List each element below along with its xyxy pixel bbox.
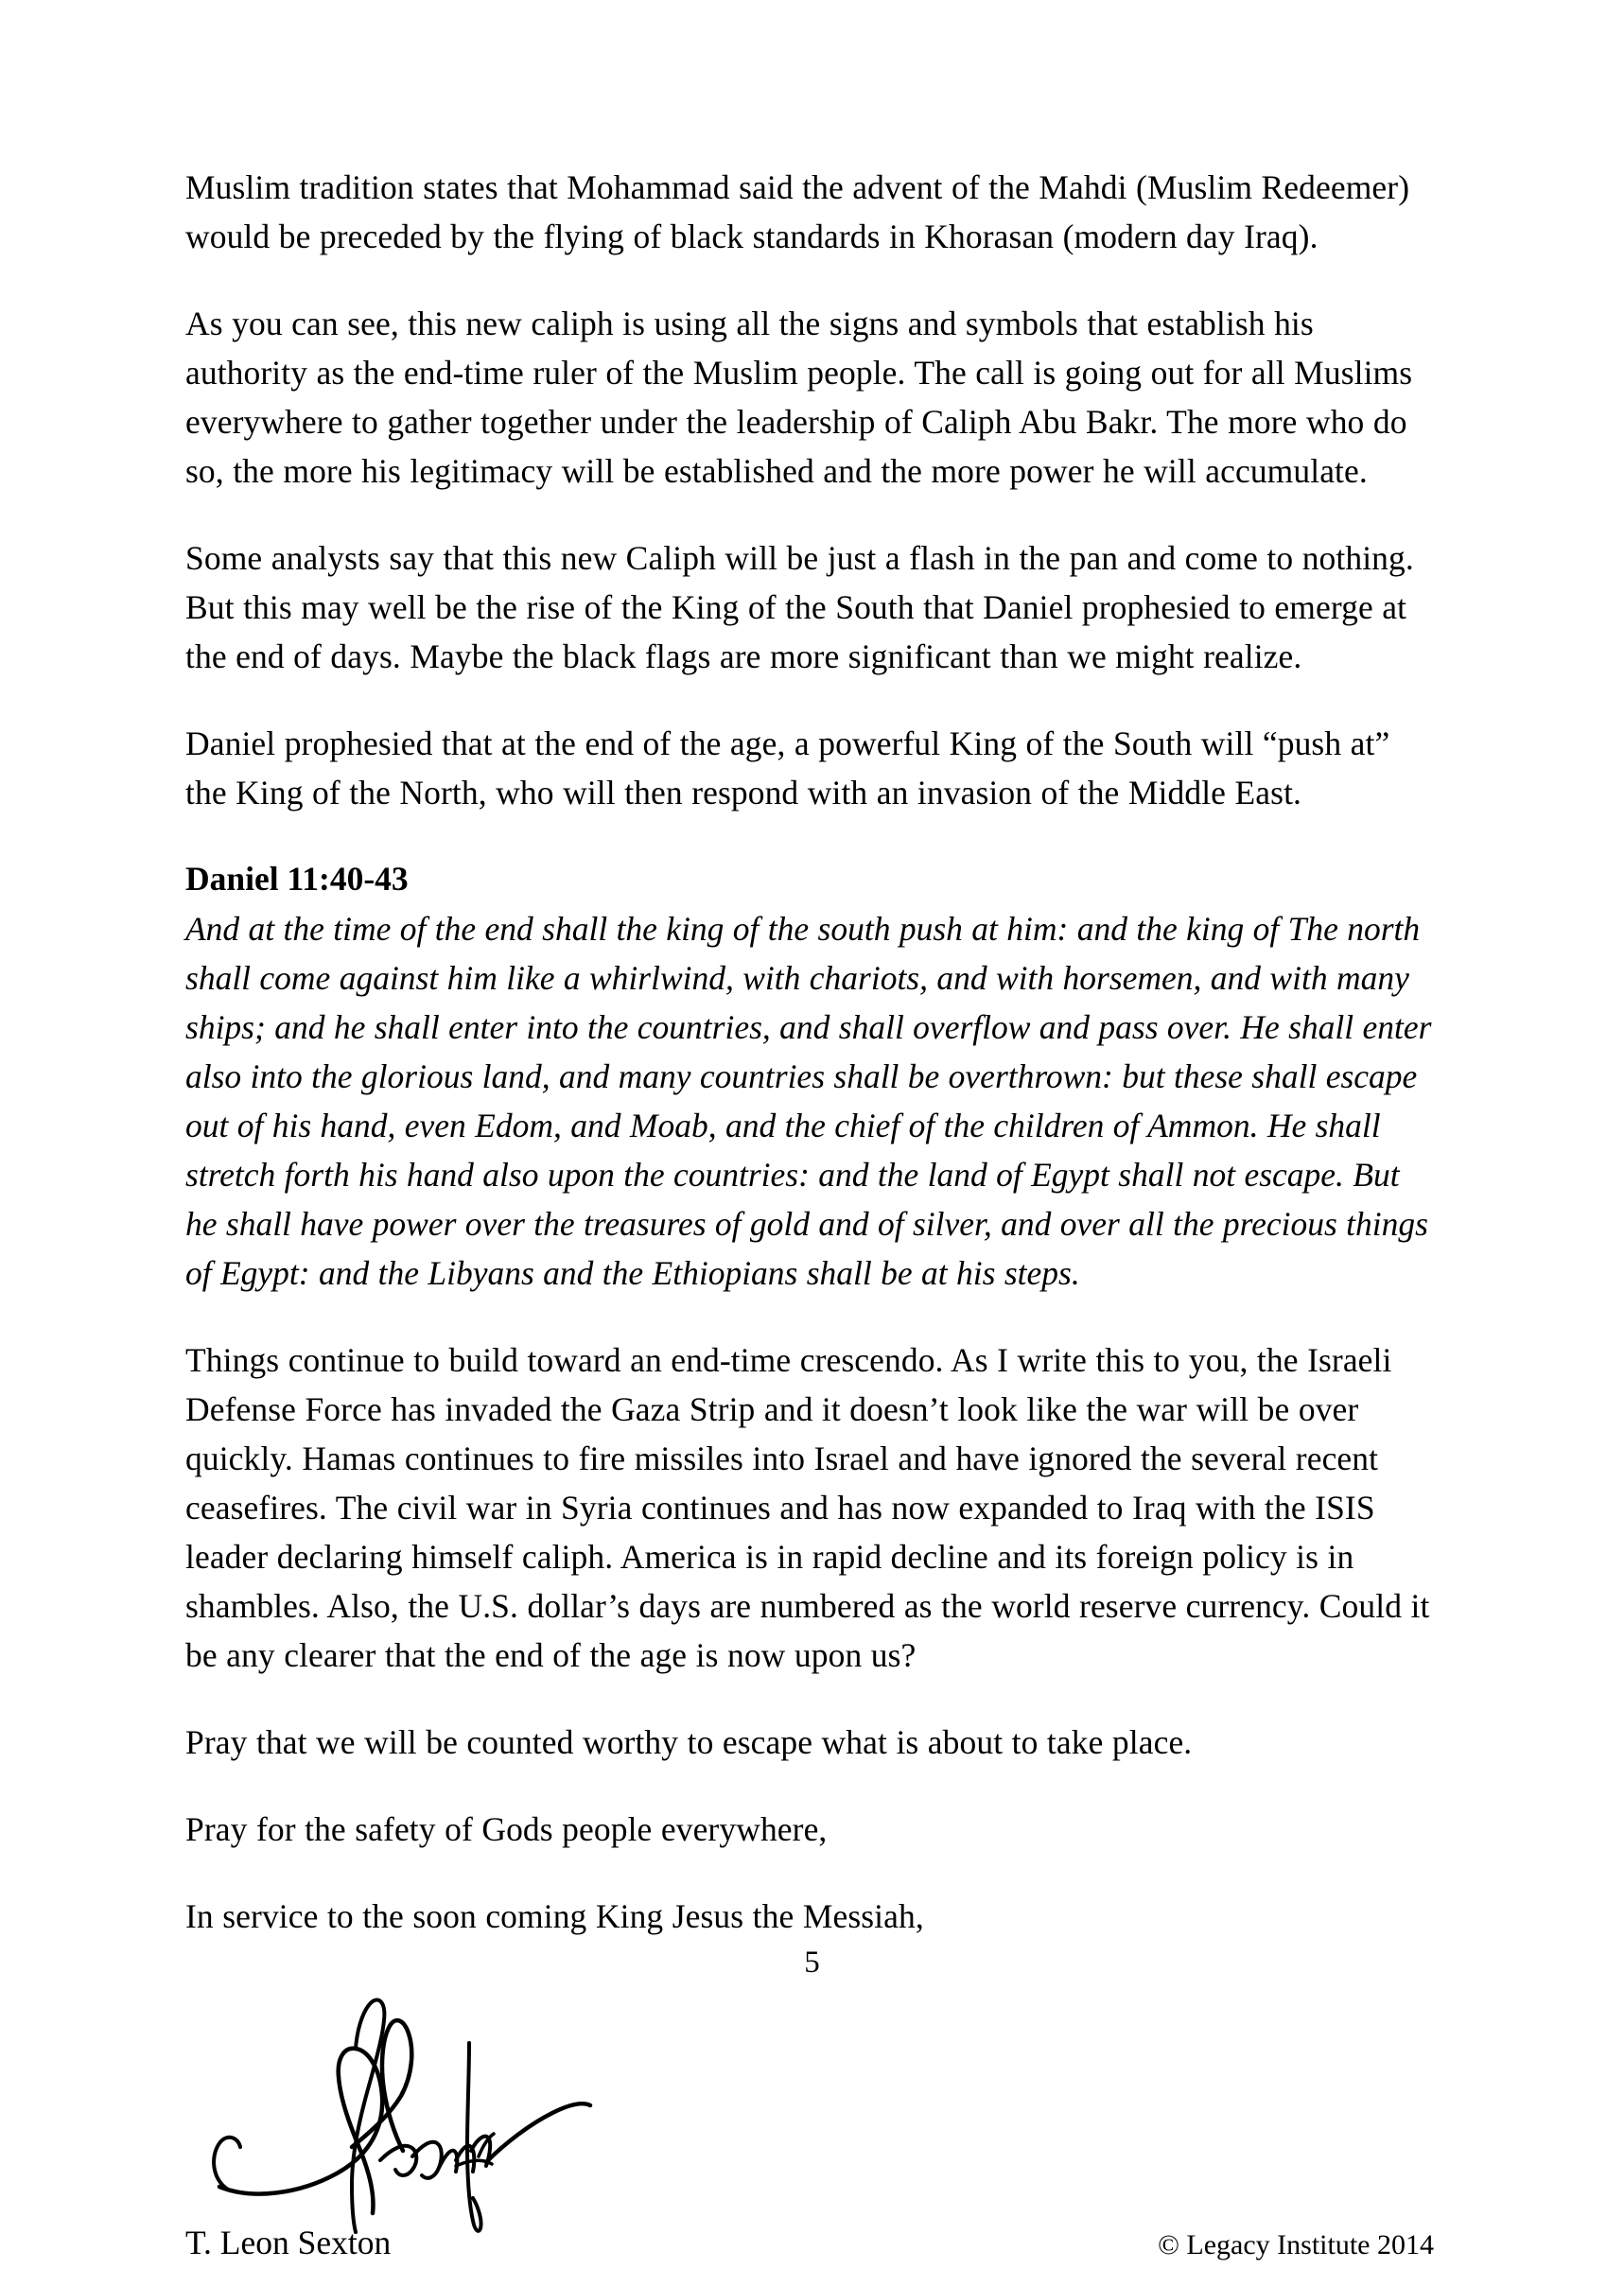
scripture-reference-heading: Daniel 11:40-43: [185, 860, 409, 898]
paragraph-5: Things continue to build toward an end-time crescendo. As I write this to you, the Israeli Defense Force has invaded the Gaza Strip and it doesn’t look like the war will be over quickly. Hamas continues to fire missiles into Israel and have ignored the several recent ceasefires. The civil war in Syria continues and has now expanded to Iraq with the ISIS leader declaring himself caliph. America is in rapid decline and its foreign policy is in shambles. Also, the U.S. dollar’s days are numbered as the world reserve currency. Could it be any clearer that the end of the age is now upon us?: [185, 1341, 1430, 1674]
scripture-quote: And at the time of the end shall the king of the south push at him: and the king of The north shall come against him like a whirlwind, with chariots, and with horsemen, and with many ships; and he shall enter into the countries, and shall overflow and pass over. He shall enter also into the glorious land, and many countries shall be overthrown: but these shall escape out of his hand, even Edom, and Moab, and the chief of the children of Ammon. He shall stretch forth his hand also upon the countries: and the land of Egypt shall not escape. But he shall have power over the treasures of gold and of silver, and over all the precious things of Egypt: and the Libyans and the Ethiopians shall be at his steps.: [185, 910, 1432, 1292]
paragraph-prayer-safety: Pray for the safety of Gods people everywhere,: [185, 1810, 828, 1848]
paragraph-prayer-escape: Pray that we will be counted worthy to escape what is about to take place.: [185, 1723, 1193, 1761]
paragraph-2: As you can see, this new caliph is using all the signs and symbols that establish his authority as the end-time ruler of the Muslim people. The call is going out for all Muslims everywhere to gather together under the leadership of Caliph Abu Bakr. The more who do so, the more his legitimacy will be established and the more power he will accumulate.: [185, 305, 1413, 490]
paragraph-3: Some analysts say that this new Caliph will be just a flash in the pan and come to nothing. But this may well be the rise of the King of the South that Daniel prophesied to emerge at the end of days. Maybe the black flags are more significant than we might realize.: [185, 539, 1414, 675]
page-number: 5: [804, 1946, 820, 1980]
closing-salutation: In service to the soon coming King Jesus the Messiah,: [185, 1897, 924, 1935]
copyright-notice: © Legacy Institute 2014: [1158, 2229, 1434, 2260]
handwritten-signature-icon: [185, 1971, 620, 2236]
paragraph-4: Daniel prophesied that at the end of the age, a powerful King of the South will “push at” the King of the North, who will then respond with an invasion of the Middle East.: [185, 724, 1390, 812]
author-name: T. Leon Sexton: [185, 2224, 392, 2261]
signature-block: [185, 1979, 1434, 2215]
paragraph-1: Muslim tradition states that Mohammad said the advent of the Mahdi (Muslim Redeemer) would be preceded by the flying of black standards in Khorasan (modern day Iraq).: [185, 168, 1410, 255]
